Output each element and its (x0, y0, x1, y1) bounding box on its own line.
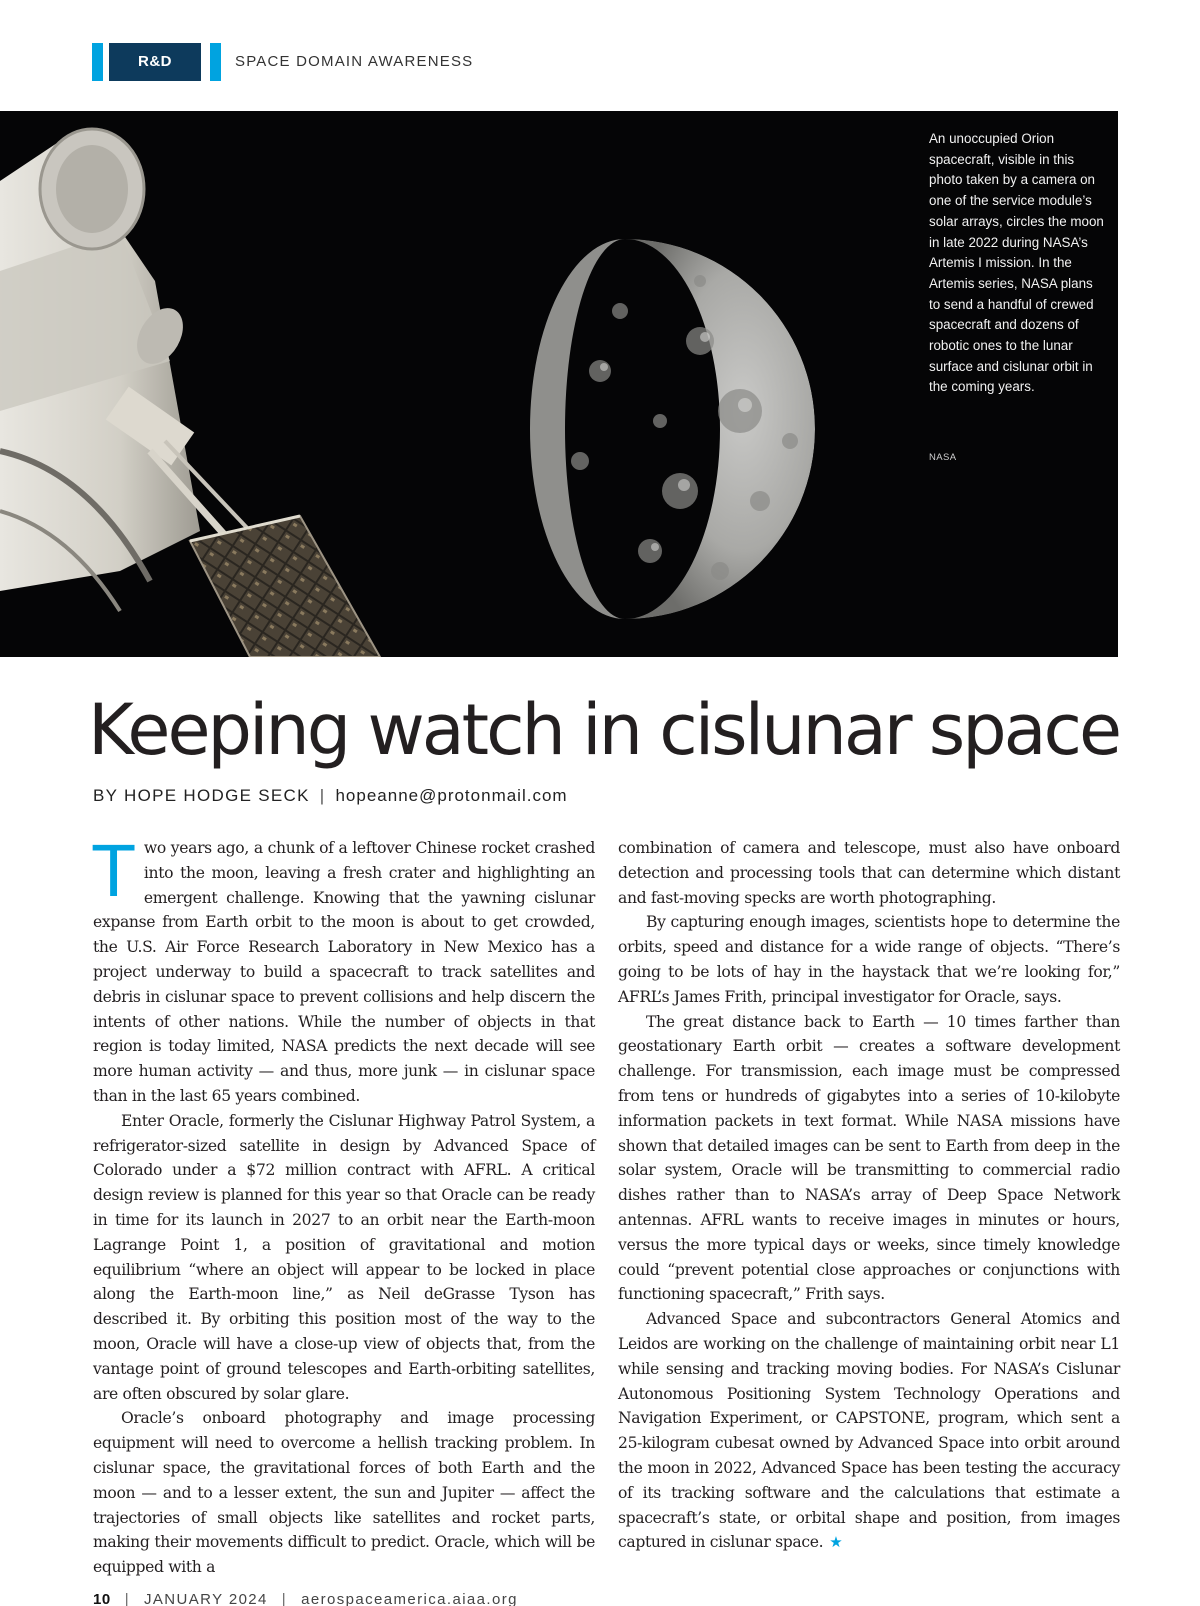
paragraph: combination of camera and telescope, must also have onboard detection and processing tools that can determine which distant and fast-moving specks are worth photographing. (618, 839, 1120, 907)
byline (93, 786, 568, 806)
article-column-2 (618, 836, 1120, 1555)
paragraph-text: Advanced Space and subcontractors General Atomics and Leidos are working on the challenge of maintaining orbit near L1 while sensing and tracking moving bodies. For NASA’s Cislunar Autonomous Positioning System Technology Operations and Navigation Experiment, or CAPSTONE, program, which sent a 25-kilogram cubesat owned by Advanced Space into orbit around the moon in 2022, Advanced Space has been testing the accuracy of its tracking software and the calculations that estimate a spacecraft’s state, or orbital shape and position, from images captured in cislunar space. (618, 1310, 1120, 1552)
paragraph (91, 829, 595, 1109)
paragraph (618, 1307, 1120, 1555)
page-footer (93, 1591, 518, 1606)
hero-photo (0, 111, 1118, 657)
paragraph-text: wo years ago, a chunk of a leftover Chinese rocket crashed into the moon, leaving a fresh crater and highlighting an emergent challenge. Knowing that the yawning cislunar expanse from Earth orbit to the moon is about to get crowded, the U.S. Air Force Research Laboratory in New Mexico has a project underway to build a spacecraft to track satellites and debris in cislunar space to prevent collisions and help discern the intents of other nations. While the number of objects in that region is today limited, NASA predicts the next decade will see more human activity — and thus, more junk — in cislunar space than in the last 65 years combined. (93, 839, 595, 1105)
header-accent-bar (92, 43, 103, 81)
paragraph: The great distance back to Earth — 10 times farther than geostationary Earth orbit — creates a software development challenge. For transmission, each image must be compressed from tens or hundreds of gigabytes into a series of 10-kilobyte information packets in text format. While NASA missions have shown that detailed images can be sent to Earth from deep in the solar system, Oracle will be transmitting to commercial radio dishes rather than to NASA’s array of Deep Space Network antennas. AFRL wants to receive images in minutes or hours, versus the more typical days or weeks, since timely knowledge could “prevent potential close approaches or conjunctions with functioning spacecraft,” Frith says. (618, 1012, 1120, 1304)
byline-author: BY HOPE HODGE SECK (93, 786, 310, 805)
photo-credit: NASA (929, 452, 957, 463)
section-tag: R&D (109, 43, 201, 81)
orion-spacecraft (0, 129, 380, 657)
paragraph: Oracle’s onboard photography and image processing equipment will need to overcome a hellish tracking problem. In cislunar space, the gravitational forces of both Earth and the moon — and to a lesser extent, the sun and Jupiter — affect the trajectories of small objects like satellites and rocket parts, making their movements difficult to predict. Oracle, which will be equipped with a (93, 1409, 595, 1577)
header-accent-bar (210, 43, 221, 81)
footer-separator: | (281, 1591, 288, 1606)
section-label: SPACE DOMAIN AWARENESS (235, 53, 474, 70)
author-email-link[interactable]: hopeanne@protonmail.com (335, 786, 568, 805)
drop-cap: T (91, 829, 136, 912)
byline-separator: | (319, 786, 326, 805)
end-mark-star-icon: ★ (829, 1533, 843, 1552)
paragraph: By capturing enough images, scientists hope to determine the orbits, speed and distance for a wide range of objects. “There’s going to be lots of hay in the haystack that we’re looking for,” AFRL’s James Frith, principal investigator for Oracle, says. (618, 913, 1120, 1006)
paragraph: Enter Oracle, formerly the Cislunar Highway Patrol System, a refrigerator-sized satellite in design by Advanced Space of Colorado under a $72 million contract with AFRL. A critical design review is planned for this year so that Oracle can be ready in time for its launch in 2027 to an orbit near the Earth-moon Lagrange Point 1, a position of gravitational and motion equilibrium “where an object will appear to be locked in place along the Earth-moon line,” as Neil deGrasse Tyson has described it. By orbiting this position most of the way to the moon, Oracle will have a close-up view of objects that, from the vantage point of ground telescopes and Earth-orbiting satellites, are often obscured by solar glare. (93, 1111, 595, 1403)
photo-caption: An unoccupied Orion spacecraft, visible in this photo taken by a camera on one of the service module’s solar arrays, circles the moon in late 2022 during NASA’s Artemis I mission. In the Artemis series, NASA plans to send a handful of crewed spacecraft and dozens of robotic ones to the lunar surface and cislunar orbit in the coming years. (929, 131, 1104, 395)
footer-separator: | (124, 1591, 130, 1606)
issue-date: JANUARY 2024 (143, 1591, 268, 1606)
page-number: 10 (93, 1591, 111, 1606)
article-headline: Keeping watch in cislunar space (88, 689, 1120, 771)
article-column-1 (91, 829, 595, 1580)
website-link[interactable]: aerospaceamerica.aiaa.org (301, 1591, 518, 1606)
moon (530, 238, 815, 619)
